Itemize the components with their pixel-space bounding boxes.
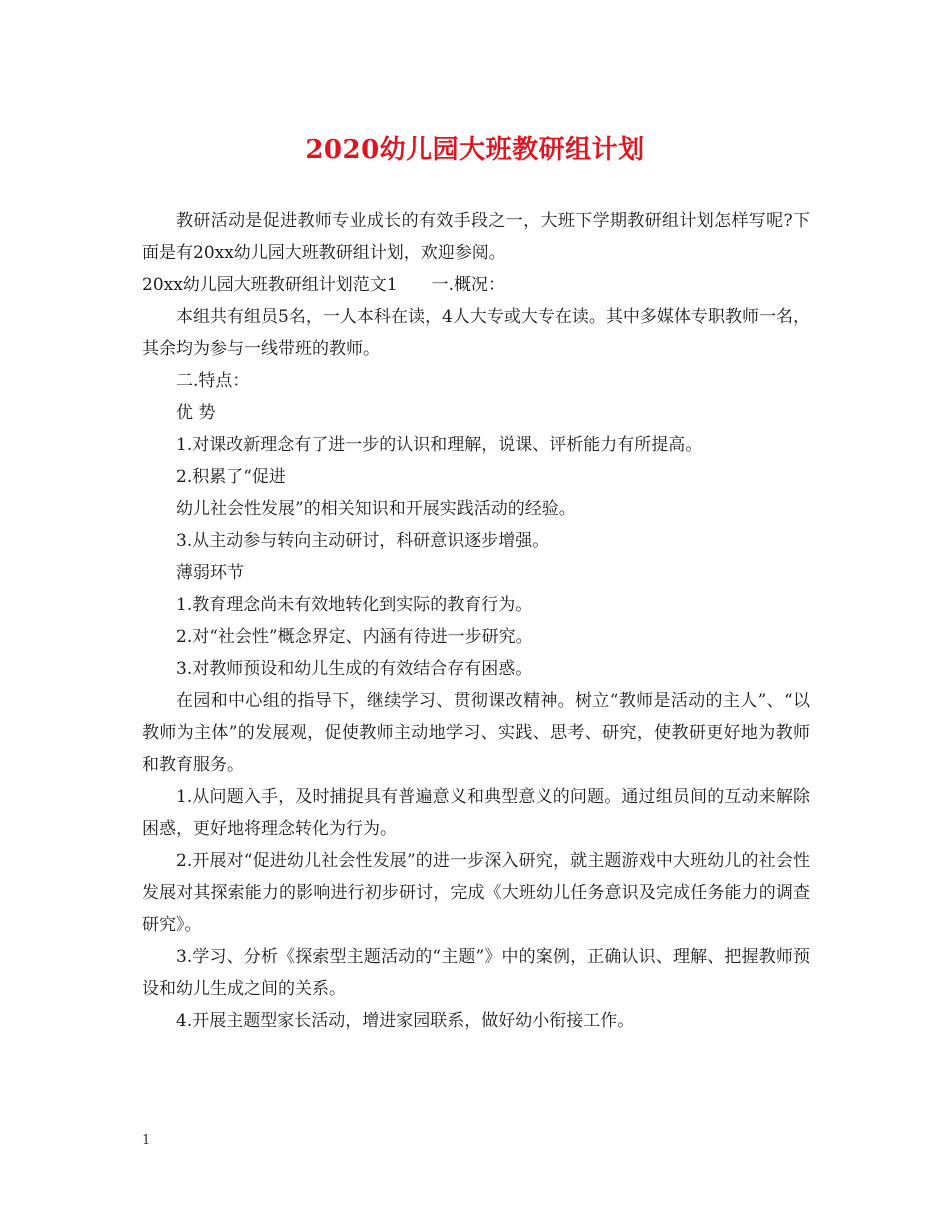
document-title: 2020幼儿园大班教研组计划 <box>305 135 645 165</box>
paragraph-strength-2a: 2.积累了“促进 <box>176 467 286 487</box>
paragraph-task-4: 4.开展主题型家长活动，增进家园联系，做好幼小衔接工作。 <box>176 1011 635 1031</box>
document-body <box>142 205 810 1037</box>
paragraph-task-3: 3.学习、分析《探索型主题活动的“主题”》中的案例，正确认识、理解、把握教师预设和幼儿生成之间的关系。 <box>142 947 810 999</box>
paragraph-weakness-1: 1.教育理念尚未有效地转化到实际的教育行为。 <box>176 595 533 615</box>
paragraph-strength-3: 3.从主动参与转向主动研讨，科研意识逐步增强。 <box>176 531 550 551</box>
paragraph-strengths-heading: 优 势 <box>176 403 216 423</box>
paragraph-features-heading: 二.特点： <box>176 371 250 391</box>
paragraph-task-2: 2.开展对“促进幼儿社会性发展”的进一步深入研究，就主题游戏中大班幼儿的社会性发展对其探索能力的影响进行初步研讨，完成《大班幼儿任务意识及完成任务能力的调查研究》。 <box>142 851 810 935</box>
paragraph-members: 本组共有组员5名，一人本科在读，4人大专或大专在读。其中多媒体专职教师一名，其余均为参与一线带班的教师。 <box>142 307 810 359</box>
paragraph-weakness-3: 3.对教师预设和幼儿生成的有效结合存有困惑。 <box>176 659 533 679</box>
paragraph-strength-1: 1.对课改新理念有了进一步的认识和理解，说课、评析能力有所提高。 <box>176 435 703 455</box>
paragraph-guidance: 在园和中心组的指导下，继续学习、贯彻课改精神。树立“教师是活动的主人”、“以教师为主体”的发展观，促使教师主动地学习、实践、思考、研究，使教研更好地为教师和教育服务。 <box>142 691 810 775</box>
paragraph-weakness-heading: 薄弱环节 <box>176 563 244 583</box>
paragraph-weakness-2: 2.对“社会性”概念界定、内涵有待进一步研究。 <box>176 627 533 647</box>
paragraph-overview-heading: 20xx幼儿园大班教研组计划范文1 一.概况： <box>142 275 506 295</box>
paragraph-intro: 教研活动是促进教师专业成长的有效手段之一，大班下学期教研组计划怎样写呢?下面是有20xx幼儿园大班教研组计划，欢迎参阅。 <box>142 211 810 263</box>
page-number: 1 <box>142 1133 151 1148</box>
paragraph-strength-2b: 幼儿社会性发展”的相关知识和开展实践活动的经验。 <box>176 499 576 519</box>
paragraph-task-1: 1.从问题入手，及时捕捉具有普遍意义和典型意义的问题。通过组员间的互动来解除困惑，更好地将理念转化为行为。 <box>142 787 810 839</box>
